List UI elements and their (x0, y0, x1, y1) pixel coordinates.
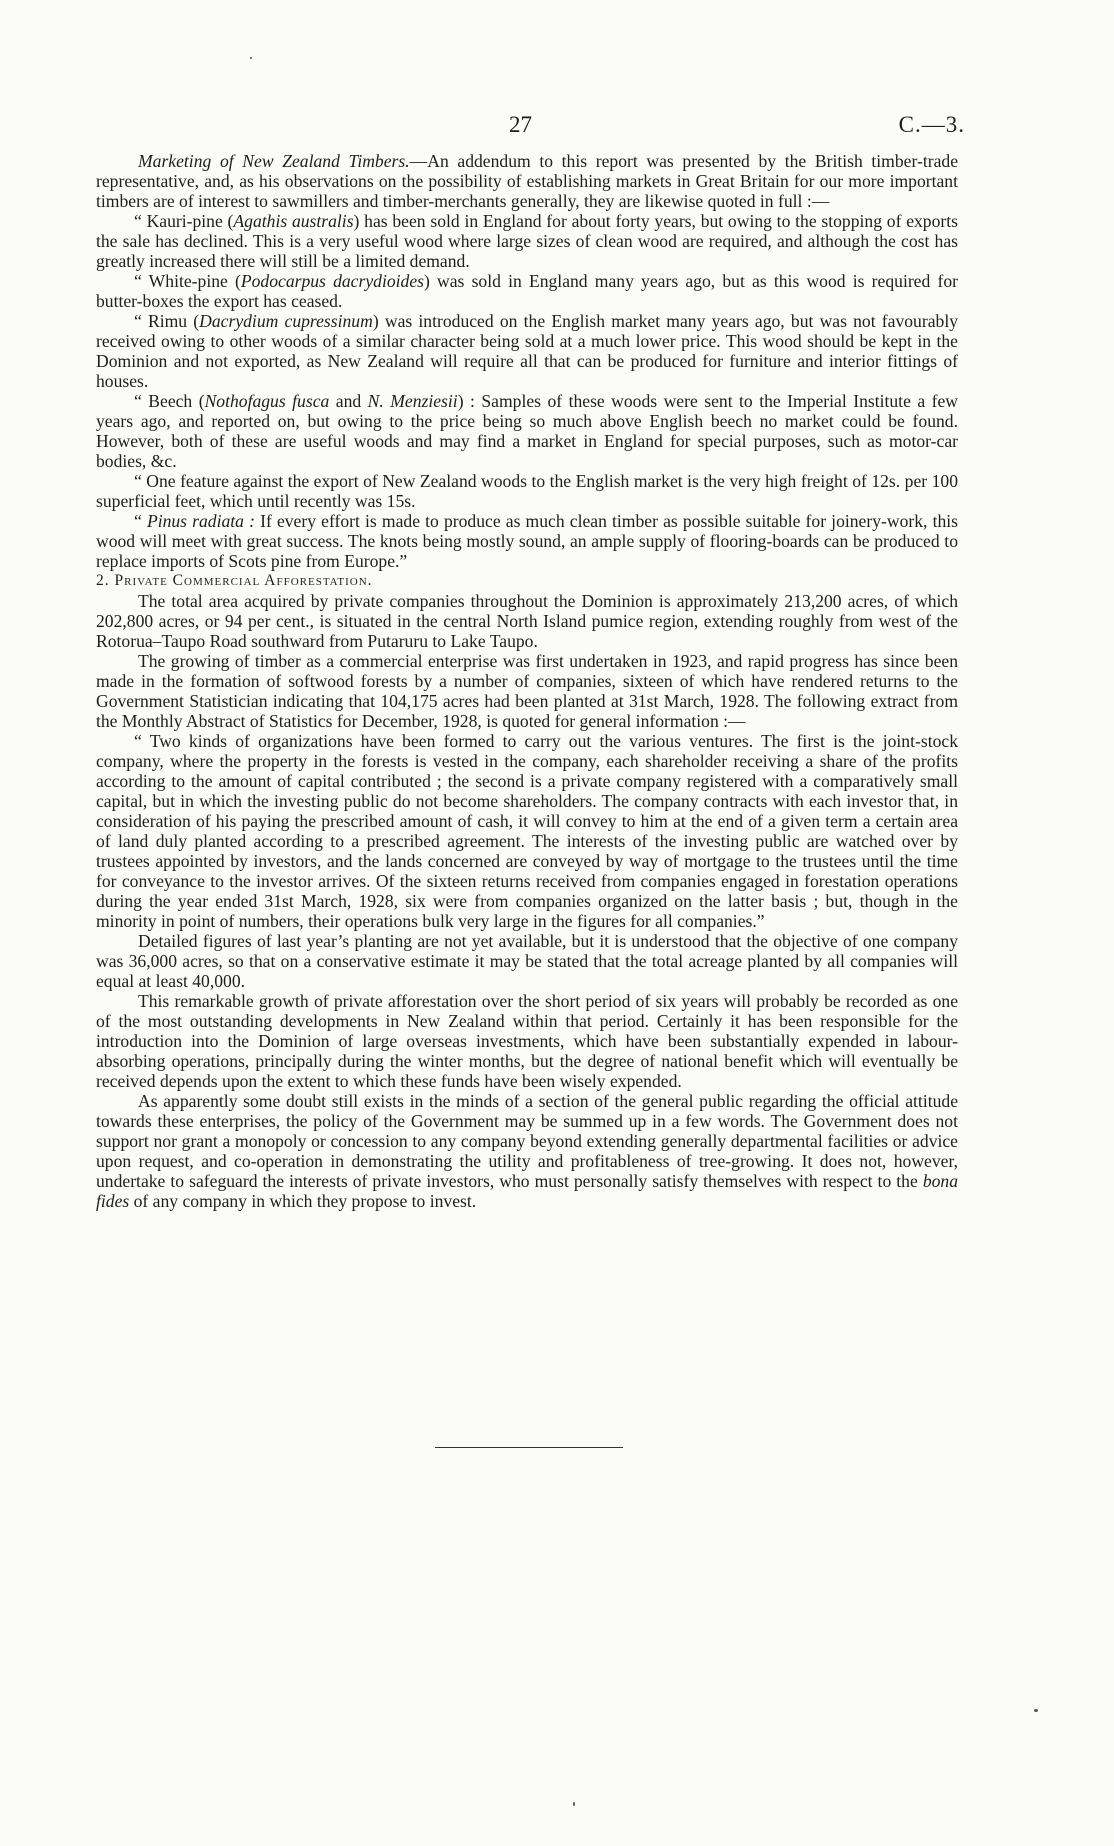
marketing-title: Marketing of New Zealand Timbers. (138, 151, 410, 171)
pinus-open-quote: “ (134, 511, 147, 531)
freight-paragraph (96, 471, 958, 511)
beech-latin-menziesii: N. Menziesii (367, 391, 458, 411)
scan-speck (573, 1802, 575, 1806)
rimu-name: “ Rimu ( (134, 311, 200, 331)
section-paragraph-4: Detailed figures of last year’s planting are not yet available, but it is understood that the objective of one company was 36,000 acres, so that on a conservative estimate it may be stated that the total acreage planted by all companies will equal at least 40,000. (96, 931, 958, 991)
page-header (0, 112, 1114, 148)
rimu-paragraph (96, 311, 958, 391)
section-number: 2. (96, 572, 115, 589)
rimu-text: ) was introduced on the English market many years ago, but was not favourably received owing to other woods of a similar character being sold at a much lower price. This wood should be kept in the Dominion and not exported, as New Zealand will require all that can be produced for furniture and interior fittings of houses. (96, 311, 959, 391)
section-title: Private Commercial Afforestation. (114, 572, 373, 589)
marketing-intro-paragraph (96, 151, 958, 211)
pinus-latin: Pinus radiata : (146, 511, 255, 531)
kauri-latin: Agathis australis (233, 211, 354, 231)
white-pine-paragraph (96, 271, 958, 311)
beech-and: and (329, 391, 368, 411)
section-heading (96, 571, 958, 591)
section-paragraph-5: This remarkable growth of private afforestation over the short period of six years will probably be recorded as one of the most outstanding developments in New Zealand within that period. Certainly it has been responsible for the introduction into the Dominion of large overseas investments, which have been substantially expended in labour-absorbing operations, principally during the winter months, but the degree of national benefit which will eventually be received depends upon the extent to which these funds have been wisely expended. (96, 991, 958, 1091)
kauri-paragraph (96, 211, 958, 271)
beech-text: ) : Samples of these woods were sent to the Imperial Institute a few years ago, and reported on, but owing to the price being so much above English beech no market could be found. However, both of these are useful woods and may find a market in England for special purposes, such as motor-car bodies, &c. (96, 391, 958, 471)
paragraph-6-end: of any company in which they propose to invest. (129, 1191, 477, 1211)
scan-speck (250, 57, 252, 59)
section-quote-paragraph: “ Two kinds of organizations have been formed to carry out the various ventures. The first is the joint-stock company, where the property in the forests is vested in the company, each shareholder receiving a share of the profits according to the amount of capital contributed ; the second is a private company registered with a comparatively small capital, but in which the investing public do not become shareholders. The company contracts with each investor that, in consideration of his paying the prescribed amount of cash, it will convey to him at the end of a given term a certain area of land duly planted according to a prescribed agreement. The interests of the investing public are watched over by trustees appointed by investors, and the lands concerned are conveyed by way of mortgage to the trustees until the time for conveyance to the investor arrives. Of the sixteen returns received from companies engaged in forestation operations during the year ended 31st March, 1928, six were from companies organized on the latter basis ; but, though in the minority in point of numbers, their operations bulk very large in the figures for all companies.” (96, 731, 958, 931)
pinus-paragraph (96, 511, 958, 571)
white-pine-text: ) was sold in England many years ago, but as this wood is required for butter-boxes the export has ceased. (96, 271, 958, 311)
bona-fides-italic: bona fides (96, 1171, 958, 1211)
section-paragraph-2: The growing of timber as a commercial enterprise was first undertaken in 1923, and rapid progress has since been made in the formation of softwood forests by a number of companies, sixteen of which have rendered returns to the Government Statistician indicating that 104,175 acres had been planted at 31st March, 1928. The following extract from the Monthly Abstract of Statistics for December, 1928, is quoted for general information :— (96, 651, 958, 731)
white-pine-latin: Podocarpus dacrydioides (240, 271, 424, 291)
beech-latin-fusca: Nothofagus fusca (204, 391, 330, 411)
pinus-text: If every effort is made to produce as much clean timber as possible suitable for joinery-work, this wood will meet with great success. The knots being mostly sound, an ample supply of flooring-boards can be produced to replace imports of Scots pine from Europe.” (96, 511, 958, 571)
freight-text: “ One feature against the export of New Zealand woods to the English market is the very high freight of 12s. per 100 superficial feet, which until recently was 15s. (96, 471, 958, 511)
kauri-name: “ Kauri-pine ( (134, 211, 234, 231)
page-body (96, 151, 958, 1211)
marketing-intro-text: —An addendum to this report was presented by the British timber-trade representative, and, as his observations on the possibility of establishing markets in Great Britain for our more important timbers are of interest to sawmillers and timber-merchants generally, they are likewise quoted in full :— (96, 151, 959, 211)
document-code: C.—3. (898, 112, 965, 137)
end-rule (435, 1447, 623, 1448)
section-paragraph-1: The total area acquired by private companies throughout the Dominion is approximately 213,200 acres, of which 202,800 acres, or 94 per cent., is situated in the central North Island pumice region, extending roughly from west of the Rotorua–Taupo Road southward from Putaruru to Lake Taupo. (96, 591, 958, 651)
section-paragraph-6 (96, 1091, 958, 1211)
scan-speck (1034, 1709, 1038, 1712)
page-number: 27 (509, 112, 532, 137)
paragraph-6-text: As apparently some doubt still exists in the minds of a section of the general public regarding the official attitude towards these enterprises, the policy of the Government may be summed up in a few words. The Government does not support nor grant a monopoly or concession to any company beyond extending generally departmental facilities or advice upon request, and co-operation in demonstrating the utility and profitableness of tree-growing. It does not, however, undertake to safeguard the interests of private investors, who must personally satisfy themselves with respect to the (96, 1091, 958, 1191)
white-pine-name: “ White-pine ( (134, 271, 241, 291)
beech-name: “ Beech ( (134, 391, 205, 411)
kauri-text: ) has been sold in England for about forty years, but owing to the stopping of exports the sale has declined. This is a very useful wood where large sizes of clean wood are required, and although the cost has greatly increased there will still be a limited demand. (96, 211, 958, 271)
beech-paragraph (96, 391, 958, 471)
rimu-latin: Dacrydium cupressinum (199, 311, 373, 331)
